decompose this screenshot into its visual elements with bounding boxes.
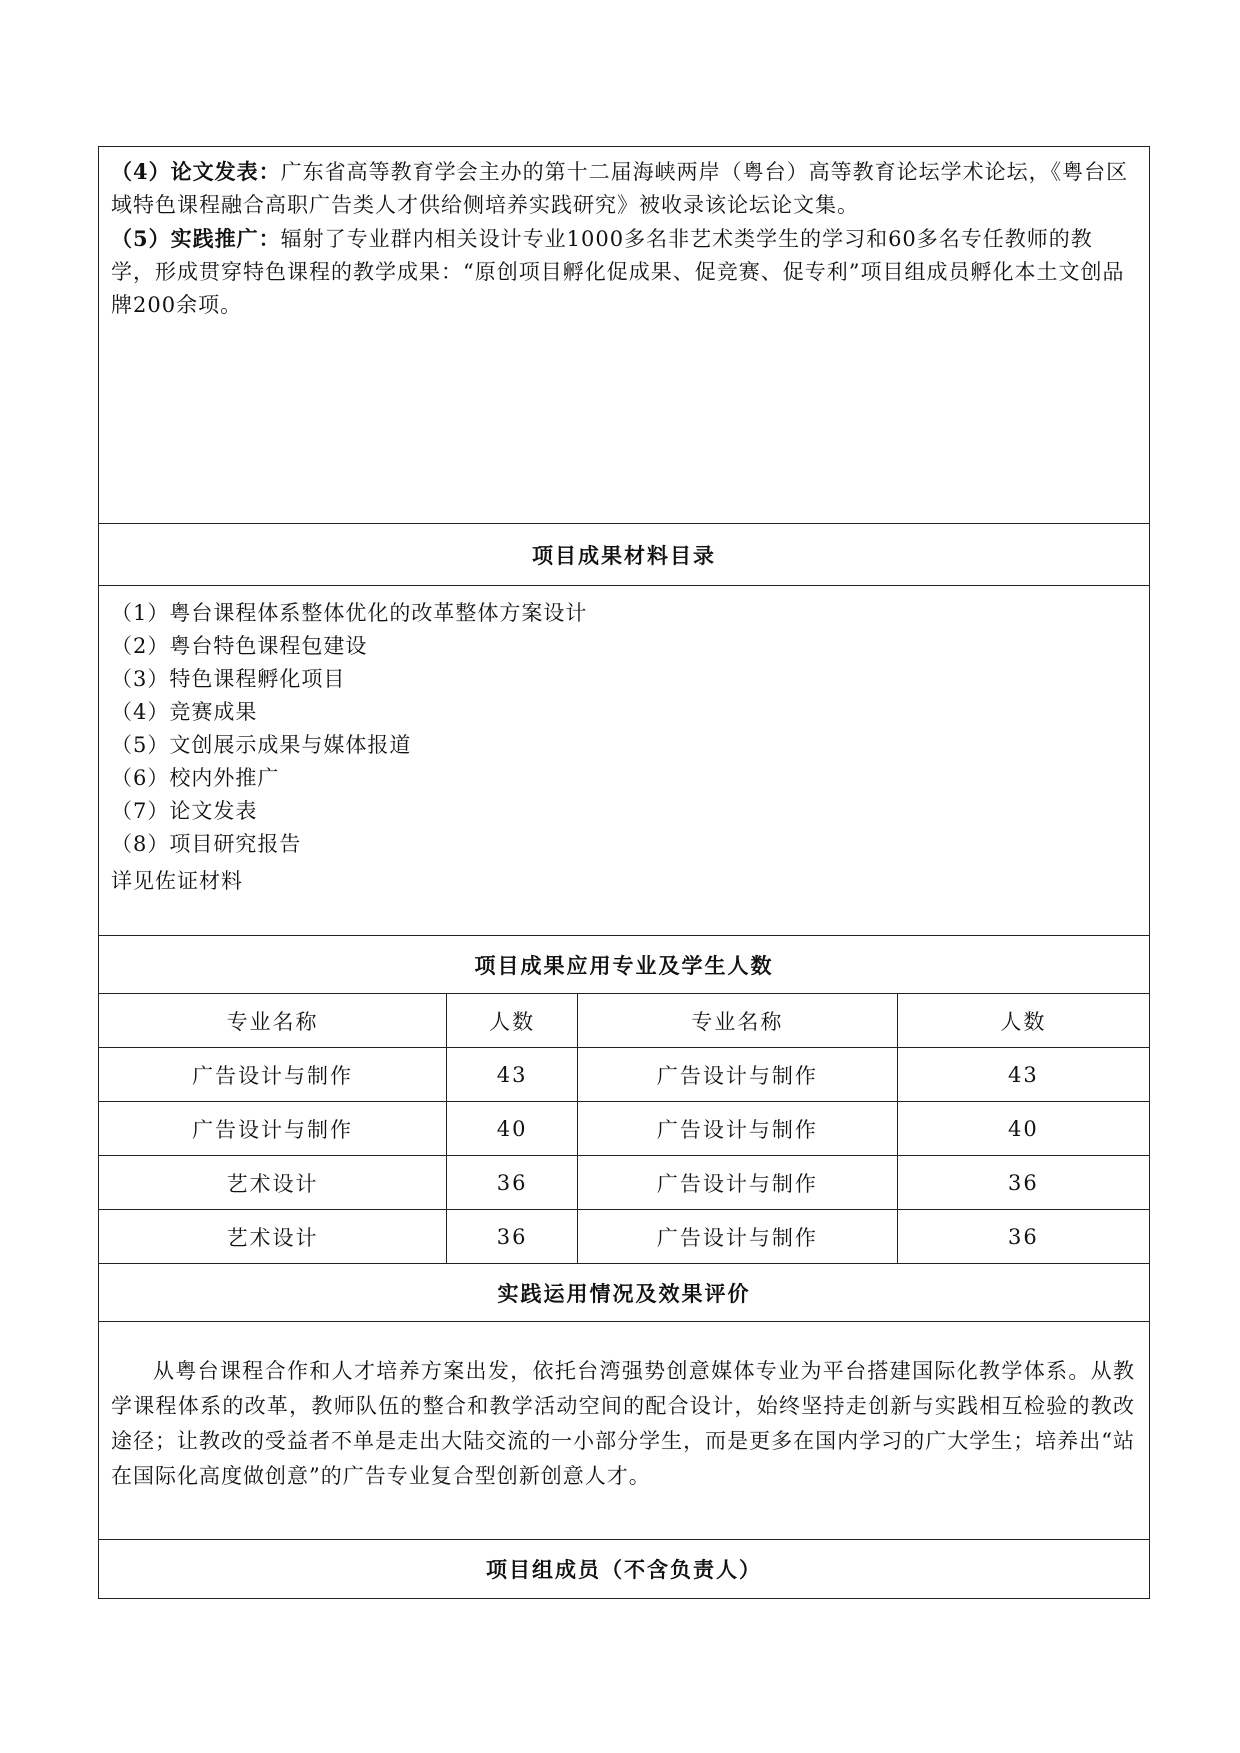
- header-major-name: 专业名称: [578, 994, 898, 1048]
- evaluation-text: 从粤台课程合作和人才培养方案出发，依托台湾强势创意媒体专业为平台搭建国际化教学体系。从教学课程体系的改革，教师队伍的整合和教学活动空间的配合设计，始终坚持走创新与实践相互检验的教改途径；让教改的受益者不单是走出大陆交流的一小部分学生，而是更多在国内学习的广大学生；培养出“站在国际化高度做创意”的广告专业复合型创新创意人才。: [111, 1359, 1135, 1488]
- list-item: （8）项目研究报告: [111, 832, 302, 856]
- practice-promotion-paragraph: [99, 222, 1149, 322]
- list-item: （2）粤台特色课程包建设: [111, 634, 368, 658]
- list-item: （1）粤台课程体系整体优化的改革整体方案设计: [111, 601, 588, 625]
- table-row: [99, 1156, 1149, 1210]
- evaluation-heading: 实践运用情况及效果评价: [99, 1264, 1149, 1322]
- major-name-cell: 广告设计与制作: [99, 1048, 447, 1102]
- header-major-name: 专业名称: [99, 994, 447, 1048]
- count-cell: 40: [897, 1102, 1149, 1156]
- header-count: 人数: [897, 994, 1149, 1048]
- table-row: [99, 1048, 1149, 1102]
- paper-publication-text: 广东省高等教育学会主办的第十二届海峡两岸（粤台）高等教育论坛学术论坛，《粤台区域特色课程融合高职广告类人才供给侧培养实践研究》被收录该论坛论文集。: [111, 160, 1129, 217]
- form-table: [98, 146, 1150, 1599]
- majors-heading: 项目成果应用专业及学生人数: [99, 936, 1149, 994]
- paper-publication-label: （4）论文发表：: [111, 159, 281, 184]
- count-cell: 43: [447, 1048, 578, 1102]
- table-row: [99, 1102, 1149, 1156]
- list-item: （4）竞赛成果: [111, 700, 258, 724]
- majors-table-section: [99, 994, 1149, 1264]
- list-item: （6）校内外推广: [111, 766, 280, 790]
- paper-publication-paragraph: [99, 147, 1149, 222]
- major-name-cell: 艺术设计: [99, 1156, 447, 1210]
- count-cell: 40: [447, 1102, 578, 1156]
- major-name-cell: 广告设计与制作: [578, 1048, 898, 1102]
- count-cell: 36: [897, 1156, 1149, 1210]
- practice-promotion-label: （5）实践推广：: [111, 226, 281, 251]
- list-item: （5）文创展示成果与媒体报道: [111, 733, 412, 757]
- major-name-cell: 广告设计与制作: [578, 1102, 898, 1156]
- list-item: （7）论文发表: [111, 799, 258, 823]
- materials-list: [99, 586, 1149, 898]
- count-cell: 36: [1007, 1224, 1039, 1249]
- majors-table: [99, 994, 1149, 1263]
- table-header-row: [99, 994, 1149, 1048]
- table-row: [99, 1210, 1149, 1264]
- major-name-cell: 广告设计与制作: [578, 1210, 898, 1264]
- header-count: 人数: [447, 994, 578, 1048]
- practice-promotion-text: 辐射了专业群内相关设计专业1000多名非艺术类学生的学习和60多名专任教师的教学，形成贯穿特色课程的教学成果：“原创项目孵化促成果、促竞赛、促专利”项目组成员孵化本土文创品牌200余项。: [111, 227, 1125, 317]
- materials-heading: 项目成果材料目录: [99, 524, 1149, 586]
- materials-footer: 详见佐证材料: [111, 869, 243, 893]
- list-item: （3）特色课程孵化项目: [111, 667, 346, 691]
- major-name-cell: 广告设计与制作: [578, 1156, 898, 1210]
- achievements-section: [99, 147, 1149, 524]
- major-name-cell: 艺术设计: [99, 1210, 447, 1264]
- count-cell: 36: [447, 1210, 578, 1264]
- major-name-cell: 广告设计与制作: [99, 1102, 447, 1156]
- evaluation-section: [99, 1322, 1149, 1540]
- count-cell: 43: [897, 1048, 1149, 1102]
- materials-list-section: [99, 586, 1149, 936]
- count-cell: 36: [447, 1156, 578, 1210]
- members-heading: 项目组成员（不含负责人）: [486, 1557, 762, 1582]
